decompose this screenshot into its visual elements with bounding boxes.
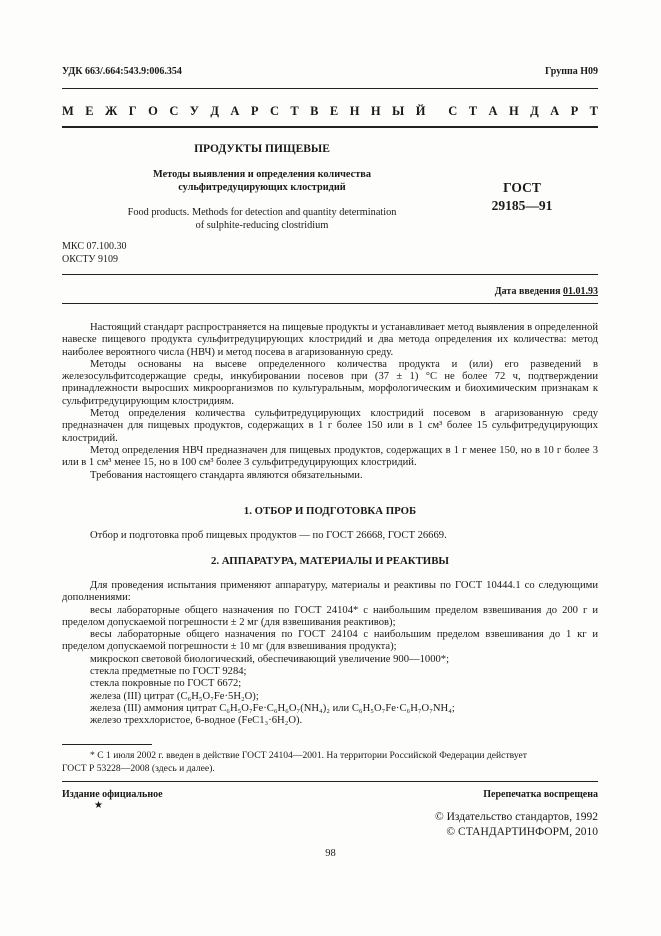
intro-paragraph: Методы основаны на высеве определенного количества продукта и (или) его разведений в железосульфитсодержащие среды, инкубировании посевов при (37 ± 1) °С не более 72 ч, подтверждении принадлежности выросших микроорганизмов по культуральным, морфологическим и биохимическим признакам к сульфитредуцирующим клостридиям. — [62, 358, 598, 407]
equipment-item: микроскоп световой биологический, обеспечивающий увеличение 900—1000*; — [90, 653, 450, 665]
subtitle-line-2: сульфитредуцирующих клостридий — [178, 182, 346, 193]
interstate-standard-banner — [62, 104, 598, 119]
group-code: Группа Н09 — [545, 66, 598, 77]
footnote-rule — [62, 744, 152, 745]
banner-letter: Й — [415, 104, 426, 118]
banner-letter: А — [550, 104, 560, 118]
banner-letter: Р — [570, 104, 579, 118]
copyright-2: © СТАНДАРТИНФОРМ, 2010 — [446, 826, 598, 838]
okstu-code: ОКСТУ 9109 — [62, 254, 119, 265]
banner-letter: Н — [349, 104, 360, 118]
banner-letter: С — [169, 104, 179, 118]
date-rule — [62, 303, 598, 304]
banner-letter: М — [62, 104, 74, 118]
banner-letter: В — [310, 104, 319, 118]
english-title-line-1: Food products. Methods for detection and quantity determination — [127, 207, 397, 218]
section-2-heading: 2. АППАРАТУРА, МАТЕРИАЛЫ И РЕАКТИВЫ — [210, 555, 449, 567]
intro-paragraph: Настоящий стандарт распространяется на пищевые продукты и устанавливает метод выявления в определенной навеске пищевого продукта сульфитредуцирующих клостридий и два метода определения их количества: метод наиболее вероятного числа (НВЧ) и метод посева в агаризованную среду. — [62, 322, 598, 358]
mks-code: МКС 07.100.30 — [62, 241, 127, 252]
codes-rule — [62, 274, 598, 275]
udk-code: УДК 663/.664:543.9:006.354 — [62, 66, 182, 77]
intro-date-value: 01.01.93 — [563, 286, 598, 297]
star-icon: ★ — [94, 800, 103, 811]
section-1-paragraph: Отбор и подготовка проб пищевых продуктов — по ГОСТ 26668, ГОСТ 26669. — [90, 530, 447, 541]
banner-letter: Д — [210, 104, 219, 118]
banner-letter: Н — [508, 104, 519, 118]
intro-date-label: Дата введения — [494, 286, 561, 297]
equipment-item: весы лабораторные общего назначения по ГОСТ 24104 с наибольшим пределом взвешивания до 1 кг и пределом допускаемой погрешности ± 10 мг (для взвешивания продукта); — [62, 629, 598, 653]
subtitle-line-1: Методы выявления и определения количества — [153, 169, 371, 180]
gost-label: ГОСТ — [503, 180, 541, 195]
section-2-text — [62, 580, 598, 728]
footnote — [62, 750, 598, 775]
english-title-line-2: of sulphite-reducing clostridium — [195, 220, 329, 231]
page-number: 98 — [325, 848, 336, 859]
footer-rule — [62, 781, 598, 782]
footnote-line-2: ГОСТ Р 53228—2008 (здесь и далее). — [62, 762, 215, 774]
equipment-item: железа (III) цитрат (C₆H₅O₇Fe·5H₂O); — [90, 690, 259, 702]
section-1-text — [62, 530, 598, 542]
intro-paragraph: Метод определения НВЧ предназначен для пищевых продуктов, содержащих в 1 г менее 150, но в 10 г более 3 или в 1 см³ менее 15, но в 100 см³ более 3 сульфитредуцирующих клостридий. — [62, 444, 598, 469]
top-rule — [62, 88, 598, 89]
banner-letter: Д — [530, 104, 539, 118]
reprint-prohibited: Перепечатка воспрещена — [483, 789, 598, 800]
product-title: ПРОДУКТЫ ПИЩЕВЫЕ — [194, 143, 330, 155]
intro-date — [495, 286, 598, 297]
banner-letter: Т — [290, 104, 299, 118]
banner-letter: Р — [250, 104, 259, 118]
banner-letter: О — [148, 104, 158, 118]
equipment-item: стекла покровные по ГОСТ 6672; — [90, 678, 242, 690]
banner-letter: У — [189, 104, 199, 118]
equipment-item: железо треххлористое, 6-водное (FeC1₃·6H₂O). — [90, 715, 303, 727]
footnote-line-1: * С 1 июля 2002 г. введен в действие ГОСТ 24104—2001. На территории Российской Федерации действует — [90, 750, 527, 761]
copyright-1: © Издательство стандартов, 1992 — [434, 811, 598, 823]
banner-letter: Т — [589, 104, 598, 118]
banner-letter: Н — [370, 104, 381, 118]
equipment-item: железа (III) аммония цитрат C₆H₅O₇Fe·C₆H₆O₇(NH₄)₂ или C₆H₅O₇Fe·C₆H₇O₇NH₄; — [90, 702, 455, 714]
banner-letter: А — [488, 104, 498, 118]
banner-letter: Ы — [392, 104, 405, 118]
banner-rule — [62, 126, 598, 128]
banner-letter: Е — [85, 104, 94, 118]
intro-text — [62, 322, 598, 482]
gost-number: 29185—91 — [491, 198, 553, 213]
banner-letter: Ж — [105, 104, 118, 118]
equipment-item: весы лабораторные общего назначения по ГОСТ 24104* с наибольшим пределом взвешивания до 200 г и пределом допускаемой погрешности ± 2 мг (для взвешивания реактивов); — [62, 604, 598, 628]
equipment-item: стекла предметные по ГОСТ 9284; — [90, 666, 247, 678]
section-2-intro: Для проведения испытания применяют аппаратуру, материалы и реактивы по ГОСТ 10444.1 со следующими дополнениями: — [62, 580, 598, 604]
banner-letter: Т — [468, 104, 478, 118]
banner-letter: С — [269, 104, 279, 118]
banner-letter: Г — [128, 104, 137, 118]
banner-letter: А — [230, 104, 240, 118]
banner-letter: Е — [329, 104, 339, 118]
intro-paragraph: Требования настоящего стандарта являются обязательными. — [90, 469, 363, 481]
official-edition: Издание официальное — [62, 789, 163, 800]
banner-letter: С — [448, 104, 458, 118]
intro-paragraph: Метод определения количества сульфитредуцирующих клостридий посевом в агаризованную среду предназначен для пищевых продуктов, содержащих в 1 г более 150 или в 1 см³ более 15 сульфитредуцирующих клостридий. — [62, 408, 598, 444]
section-1-heading: 1. ОТБОР И ПОДГОТОВКА ПРОБ — [243, 505, 417, 517]
